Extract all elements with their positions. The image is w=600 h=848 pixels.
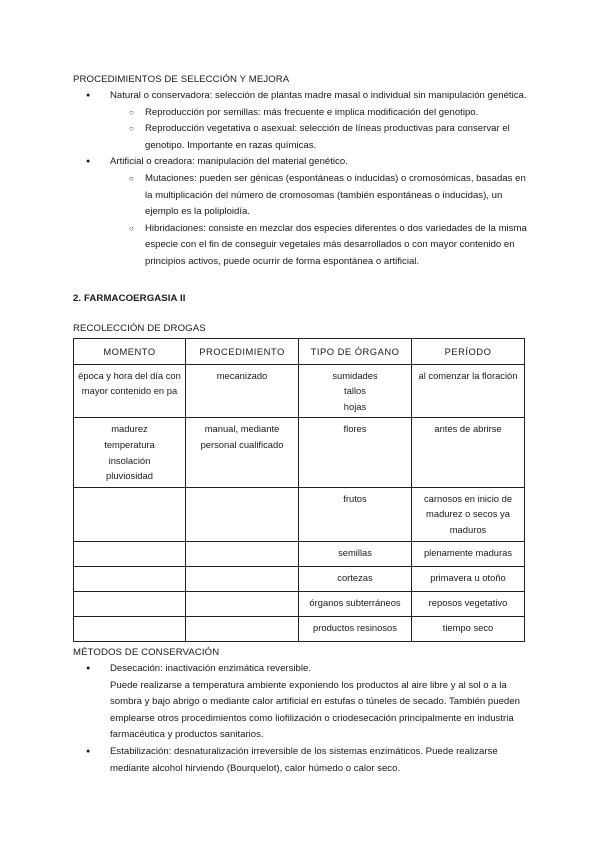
table-cell bbox=[74, 487, 186, 541]
table-row bbox=[74, 487, 525, 541]
list-item: ● Natural o conservadora: selección de plantas madre masal o individual sin manipulación genética. bbox=[73, 88, 533, 105]
list-subitem: ○ Reproducción vegetativa o asexual: selección de líneas productivas para conservar el genotipo. Importante en razas químicas. bbox=[73, 121, 533, 154]
table-cell: cortezas bbox=[299, 566, 412, 591]
table-cell: carnosos en inicio de madurez o secos ya maduros bbox=[412, 487, 525, 541]
table-row bbox=[74, 616, 525, 641]
table-row bbox=[74, 566, 525, 591]
section-title-farmacoergasia: 2. FARMACOERGASIA II bbox=[73, 293, 186, 304]
table-cell: órganos subterráneos bbox=[299, 591, 412, 616]
table-cell bbox=[74, 541, 186, 566]
header-procedimiento: PROCEDIMIENTO bbox=[186, 339, 299, 365]
list-subitem: ○ Hibridaciones: consiste en mezclar dos especies diferentes o dos variedades de la misma especie con el fin de conseguir vegetales más desarrollados o con mayor contenido en principios activos, puede ocurrir de forma espontánea o artificial. bbox=[73, 221, 533, 271]
table-cell bbox=[186, 541, 299, 566]
table-body bbox=[74, 364, 525, 641]
table-cell: plenamente maduras bbox=[412, 541, 525, 566]
table-cell: al comenzar la floración bbox=[412, 364, 525, 418]
list-item: ● Artificial o creadora: manipulación del material genético. bbox=[73, 154, 533, 171]
table-cell bbox=[186, 616, 299, 641]
seleccion-list bbox=[73, 88, 533, 271]
table-cell: sumidades tallos hojas bbox=[299, 364, 412, 418]
table-title: RECOLECCIÓN DE DROGAS bbox=[73, 323, 206, 334]
list-subitem: ○ Mutaciones: pueden ser génicas (espontáneas o inducidas) o cromosómicas, basadas en la multiplicación del número de cromosomas (también espontáneas o inducidas), un ejemplo es la poliploidía. bbox=[73, 171, 533, 221]
header-momento: MOMENTO bbox=[74, 339, 186, 365]
table-header-row bbox=[74, 339, 525, 365]
table-cell bbox=[74, 591, 186, 616]
table-cell: tiempo seco bbox=[412, 616, 525, 641]
table-cell: productos resinosos bbox=[299, 616, 412, 641]
table-cell: manual, mediante personal cualificado bbox=[186, 418, 299, 487]
table-cell: madurez temperatura insolación pluviosidad bbox=[74, 418, 186, 487]
table-cell: primavera u otoño bbox=[412, 566, 525, 591]
table-cell: semillas bbox=[299, 541, 412, 566]
table-row bbox=[74, 541, 525, 566]
table-cell: antes de abrirse bbox=[412, 418, 525, 487]
table-cell: flores bbox=[299, 418, 412, 487]
list-subitem: ○ Reproducción por semillas: más frecuente e implica modificación del genotipo. bbox=[73, 105, 533, 122]
table-cell: frutos bbox=[299, 487, 412, 541]
table-row bbox=[74, 418, 525, 487]
recoleccion-table bbox=[73, 338, 525, 642]
table-cell: reposos vegetativo bbox=[412, 591, 525, 616]
header-tipo-organo: TIPO DE ÓRGANO bbox=[299, 339, 412, 365]
table-cell bbox=[74, 616, 186, 641]
table-row bbox=[74, 364, 525, 418]
header-periodo: PERÍODO bbox=[412, 339, 525, 365]
list-item: ● Estabilización: desnaturalización irreversible de los sistemas enzimáticos. Puede realizarse mediante alcohol hirviendo (Bourquelot), calor húmedo o calor seco. bbox=[73, 744, 533, 777]
section-title-seleccion: PROCEDIMIENTOS DE SELECCIÓN Y MEJORA bbox=[73, 74, 290, 85]
section-title-conservacion: MÉTODOS DE CONSERVACIÓN bbox=[73, 647, 220, 658]
list-item: ● Desecación: inactivación enzimática reversible. Puede realizarse a temperatura ambiente exponiendo los productos al aire libre y al sol o a la sombra y bajo abrigo o mediante calor artificial en estufas o túneles de secado. También pueden emplearse otros procedimientos como liofilización o criodesecación principalmente en industria farmacéutica y productos sanitarios. bbox=[73, 661, 533, 744]
table-row bbox=[74, 591, 525, 616]
table-cell: época y hora del día con mayor contenido en pa bbox=[74, 364, 186, 418]
table-cell bbox=[186, 487, 299, 541]
table-cell bbox=[186, 591, 299, 616]
conservacion-list bbox=[73, 661, 533, 777]
table-cell bbox=[74, 566, 186, 591]
table-cell bbox=[186, 566, 299, 591]
table-cell: mecanizado bbox=[186, 364, 299, 418]
